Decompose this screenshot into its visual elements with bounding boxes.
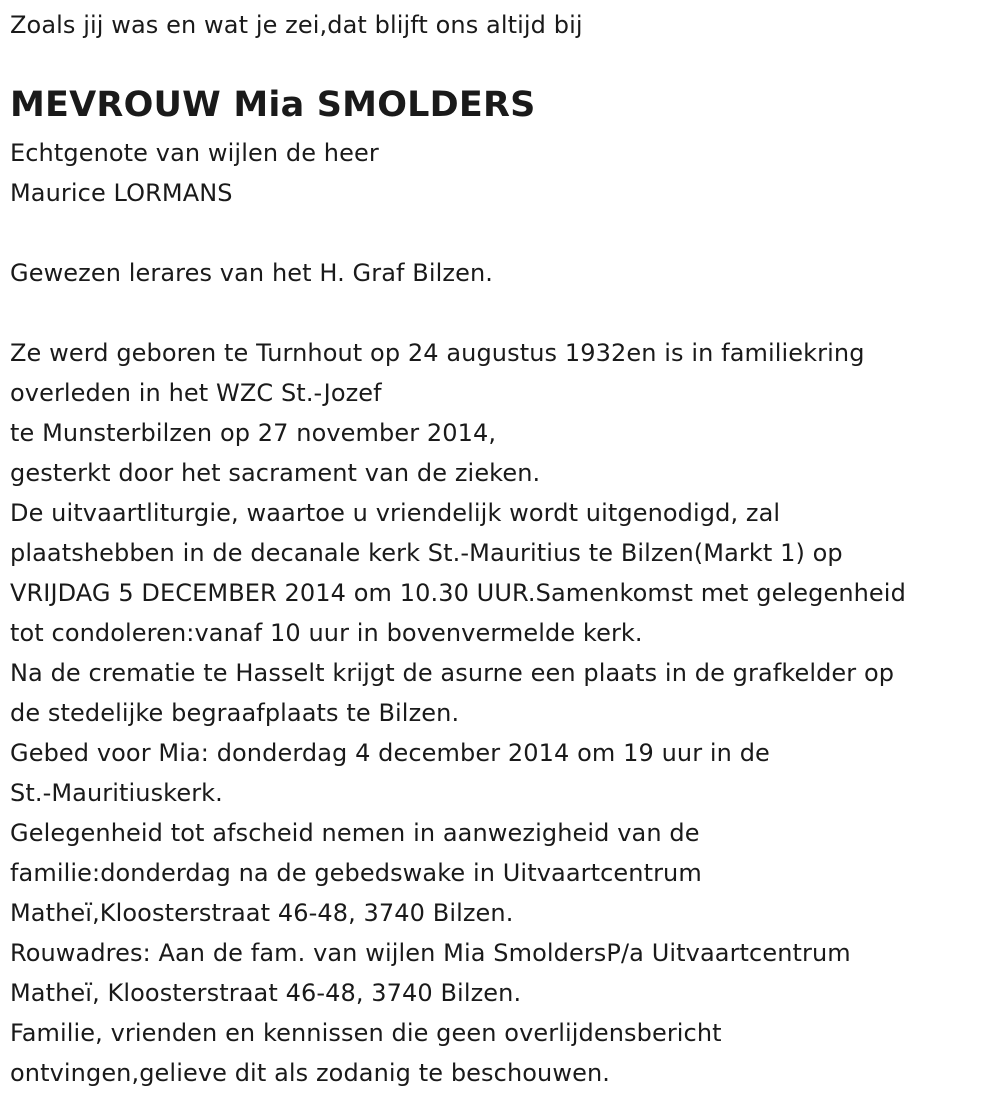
body-line: Rouwadres: Aan de fam. van wijlen Mia SmoldersP/a Uitvaartcentrum [10, 939, 851, 967]
body-line: Gebed voor Mia: donderdag 4 december 2014 om 19 uur in de [10, 739, 770, 767]
body-line: Matheï, Kloosterstraat 46-48, 3740 Bilzen. [10, 979, 522, 1007]
body-line: plaatshebben in de decanale kerk St.-Mauritius te Bilzen(Markt 1) op [10, 539, 843, 567]
body-line: gesterkt door het sacrament van de zieken. [10, 459, 541, 487]
body-line: familie:donderdag na de gebedswake in Uitvaartcentrum [10, 859, 702, 887]
body-line: Gelegenheid tot afscheid nemen in aanwezigheid van de [10, 819, 700, 847]
body-line: tot condoleren:vanaf 10 uur in bovenvermelde kerk. [10, 619, 643, 647]
body-line: Matheï,Kloosterstraat 46-48, 3740 Bilzen. [10, 899, 514, 927]
motto: Zoals jij was en wat je zei,dat blijft ons altijd bij [10, 11, 583, 39]
body-line: de stedelijke begraafplaats te Bilzen. [10, 699, 460, 727]
spouse-line: Echtgenote van wijlen de heer [10, 139, 379, 167]
deceased-name: MEVROUW Mia SMOLDERS [10, 85, 536, 125]
body-line: te Munsterbilzen op 27 november 2014, [10, 419, 497, 447]
body-line: St.-Mauritiuskerk. [10, 779, 223, 807]
spouse-name: Maurice LORMANS [10, 179, 233, 207]
body-line: Ze werd geboren te Turnhout op 24 augustus 1932en is in familiekring [10, 339, 865, 367]
body-line: overleden in het WZC St.-Jozef [10, 379, 382, 407]
body-line: Familie, vrienden en kennissen die geen overlijdensbericht [10, 1019, 722, 1047]
occupation: Gewezen lerares van het H. Graf Bilzen. [10, 259, 494, 287]
body-line: De uitvaartliturgie, waartoe u vriendelijk wordt uitgenodigd, zal [10, 499, 781, 527]
body-line: VRIJDAG 5 DECEMBER 2014 om 10.30 UUR.Samenkomst met gelegenheid [10, 579, 906, 607]
body-line: ontvingen,gelieve dit als zodanig te beschouwen. [10, 1059, 610, 1087]
body-line: Na de crematie te Hasselt krijgt de asurne een plaats in de grafkelder op [10, 659, 895, 687]
